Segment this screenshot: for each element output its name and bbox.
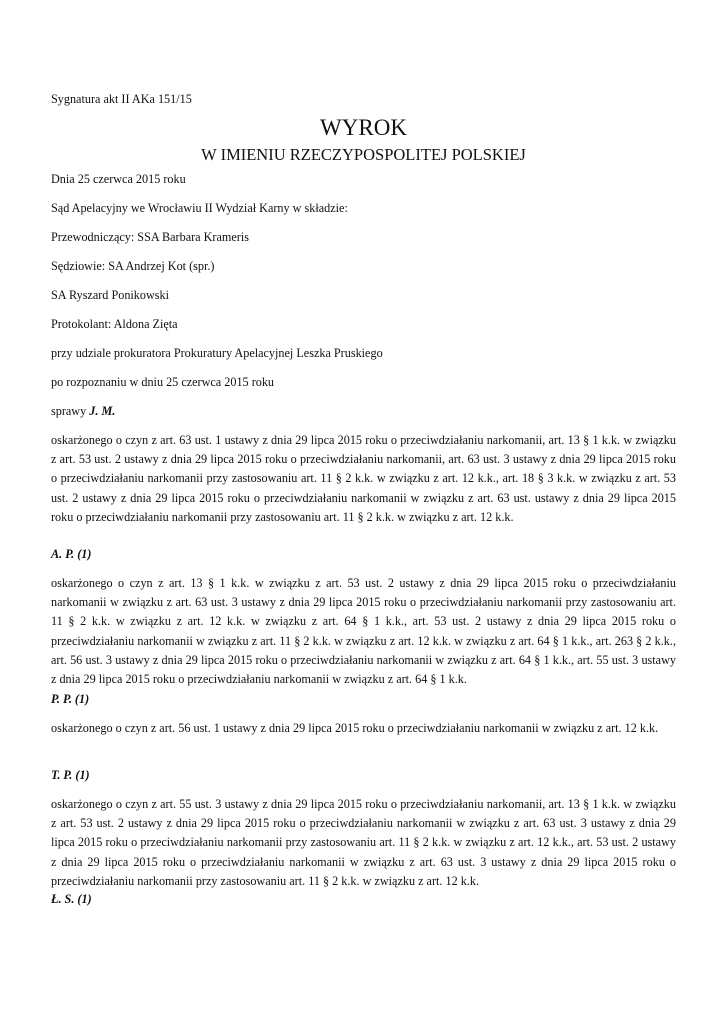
court-clerk: Protokolant: Aldona Zięta: [51, 317, 178, 331]
defendant-name: J. M.: [89, 404, 116, 418]
charge-paragraph: oskarżonego o czyn z art. 55 ust. 3 ustawy z dnia 29 lipca 2015 roku o przeciwdziałaniu narkomanii, art. 13 § 1 k.k. w związku z art. 53 ust. 2 ustawy z dnia 29 lipca 2015 roku o przeciwdziałaniu narkomanii w związku z art. 63 ust. 3 ustawy z dnia 29 lipca 2015 roku o przeciwdziałaniu narkomanii przy zastosowaniu art. 11 § 2 k.k. w związku z art. 12 k.k., art. 53 ust. 2 ustawy z dnia 29 lipca 2015 roku o przeciwdziałaniu narkomanii w związku z art. 63 ust. 3 ustawy z dnia 29 lipca 2015 roku o przeciwdziałaniu narkomanii przy zastosowaniu art. 11 § 2 k.k. w związku z art. 12 k.k.: [51, 797, 676, 888]
defendant-name: T. P. (1): [51, 768, 90, 782]
defendant-name: Ł. S. (1): [51, 892, 92, 906]
charge-paragraph: oskarżonego o czyn z art. 63 ust. 1 ustawy z dnia 29 lipca 2015 roku o przeciwdziałaniu narkomanii, art. 13 § 1 k.k. w związku z art. 53 ust. 2 ustawy z dnia 29 lipca 2015 roku o przeciwdziałaniu narkomanii, art. 63 ust. 3 ustawy z dnia 29 lipca 2015 roku o przeciwdziałaniu narkomanii przy zastosowaniu art. 11 § 2 k.k. w związku z art. 12 k.k., art. 18 § 3 k.k. w związku z art. 53 ust. 2 ustawy z dnia 29 lipca 2015 roku o przeciwdziałaniu narkomanii w związku z art. 63 ust. ustawy z dnia 29 lipca 2015 roku o przeciwdziałaniu narkomanii przy zastosowaniu art. 11 § 2 k.k. w związku z art. 12 k.k.: [51, 433, 676, 524]
judges-line: Sędziowie: SA Andrzej Kot (spr.): [51, 259, 215, 273]
court-composition: Sąd Apelacyjny we Wrocławiu II Wydział Karny w składzie:: [51, 201, 348, 215]
judgment-date: Dnia 25 czerwca 2015 roku: [51, 172, 186, 186]
presiding-judge: Przewodniczący: SSA Barbara Krameris: [51, 230, 249, 244]
second-judge: SA Ryszard Ponikowski: [51, 288, 170, 302]
prosecutor-line: przy udziale prokuratora Prokuratury Apelacyjnej Leszka Pruskiego: [51, 346, 383, 360]
document-subtitle: W IMIENIU RZECZYPOSPOLITEJ POLSKIEJ: [201, 145, 526, 164]
document-title: WYROK: [320, 115, 407, 140]
hearing-date: po rozpoznaniu w dniu 25 czerwca 2015 roku: [51, 375, 275, 389]
charge-paragraph: oskarżonego o czyn z art. 56 ust. 1 ustawy z dnia 29 lipca 2015 roku o przeciwdziałaniu narkomanii w związku z art. 12 k.k.: [51, 721, 659, 735]
case-line: [51, 402, 676, 421]
defendant-name: A. P. (1): [51, 547, 92, 561]
defendant-name: P. P. (1): [51, 692, 90, 706]
charge-paragraph: oskarżonego o czyn z art. 13 § 1 k.k. w związku z art. 53 ust. 2 ustawy z dnia 29 lipca 2015 roku o przeciwdziałaniu narkomanii w związku z art. 63 ust. 3 ustawy z dnia 29 lipca 2015 roku o przeciwdziałaniu narkomanii przy zastosowaniu art. 11 § 2 k.k. w związku z art. 12 k.k. w związku z art. 64 § 1 k.k., art. 53 ust. 2 ustawy z dnia 29 lipca 2015 roku o przeciwdziałaniu narkomanii w związku z art. 11 § 2 k.k. w związku z art. 12 k.k. w związku z art. 64 § 1 k.k., art. 263 § 2 k.k., art. 56 ust. 3 ustawy z dnia 29 lipca 2015 roku o przeciwdziałaniu narkomanii w związku z art. 64 § 1 k.k., art. 55 ust. 3 ustawy z dnia 29 lipca 2015 roku o przeciwdziałaniu narkomanii w związku z art. 64 § 1 k.k.: [51, 576, 676, 687]
case-signature: Sygnatura akt II AKa 151/15: [51, 92, 192, 106]
case-prefix: sprawy: [51, 404, 90, 418]
